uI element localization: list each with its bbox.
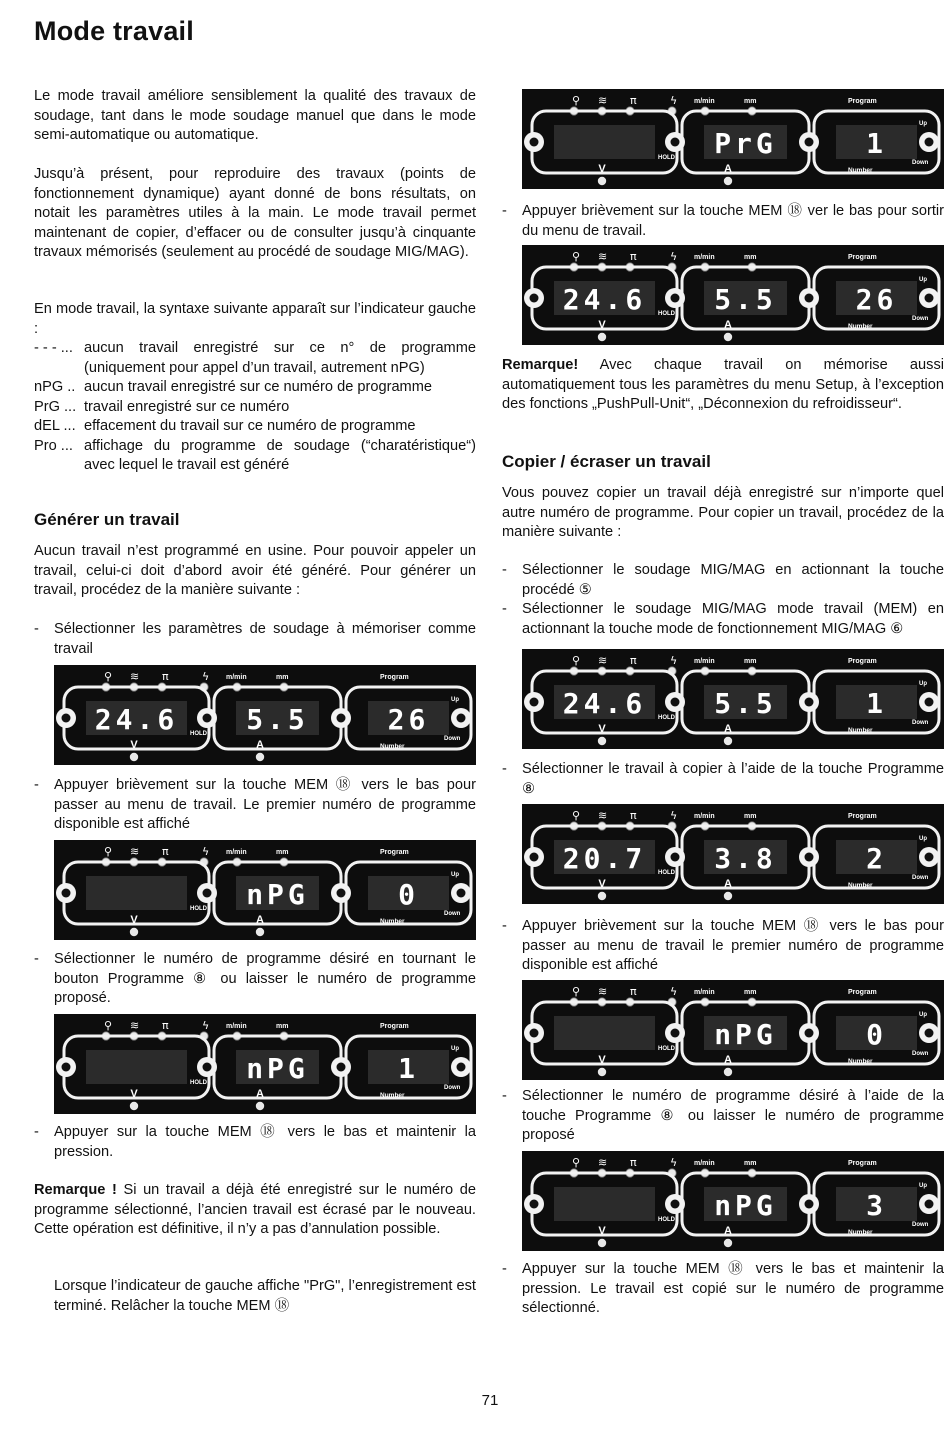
knob-center (530, 294, 539, 303)
knob-center (62, 714, 71, 723)
indicator-led (598, 177, 606, 185)
copy-step-2: - Sélectionner le soudage MIG/MAG mode travail (MEM) en actionnant la touche mode de fonctionnement MIG/MAG ⑥ (502, 601, 944, 637)
spark-icon: ϟ (670, 654, 678, 667)
label-amp: A (724, 163, 732, 175)
display-wire-speed-value: nPG (714, 1189, 777, 1222)
display-program-value: 2 (866, 842, 887, 875)
arc-icon: ≋ (598, 809, 608, 822)
display-voltage-screen (554, 1187, 655, 1221)
panel-graphic (54, 1014, 476, 1114)
display-wire-speed-value: PrG (714, 127, 777, 160)
label-mm: mm (744, 658, 757, 665)
label-program: Program (380, 1023, 409, 1030)
label-hold: HOLD (658, 1217, 675, 1223)
arc-icon: ≋ (598, 654, 608, 667)
arc-icon: ≋ (130, 1019, 140, 1032)
display-program-value: 26 (387, 703, 430, 736)
spark-icon: ϟ (670, 94, 678, 107)
label-amp: A (256, 1088, 264, 1100)
label-mm: mm (744, 1160, 757, 1167)
label-number: Number (848, 323, 873, 330)
label-mm: mm (744, 813, 757, 820)
remark-text: Avec chaque travail on mémorise aussi automatiquement tous les paramètres du menu Setup, à l’exception des fonctions „PushPull-Unit“, „Déconnexion du refroidisseur“. (502, 357, 944, 412)
panel-graphic (522, 245, 944, 345)
indicator-led (724, 737, 732, 745)
label-number: Number (848, 727, 873, 734)
label-volt: V (598, 1054, 606, 1066)
syntax-key: - - - ... (34, 340, 73, 356)
syntax-text: travail enregistré sur ce numéro (84, 398, 290, 415)
label-amp: A (256, 739, 264, 751)
label-program: Program (848, 813, 877, 820)
indicator-led (598, 737, 606, 745)
control-panel-3 (54, 1014, 476, 1114)
label-mmin: m/min (694, 813, 715, 820)
torch-icon: ⚲ (572, 250, 581, 263)
generate-step-1: - Sélectionner les paramètres de soudage à mémoriser comme travail (34, 621, 476, 657)
display-wire-speed-value: 3.8 (714, 842, 777, 875)
syntax-text: aucun travail enregistré sur ce numéro de programme (84, 379, 432, 395)
remark-label: Remarque ! (34, 1182, 117, 1198)
label-up: Up (919, 1183, 927, 1189)
display-program-value: 0 (866, 1018, 887, 1051)
generate-intro: Aucun travail n’est programmé en usine. Pour pouvoir appeler un travail, celui-ci doit d’abord avoir été généré. Pour générer un travail, procédez de la manière suivante : (34, 543, 476, 598)
label-number: Number (848, 882, 873, 889)
label-volt: V (130, 1088, 138, 1100)
panel-graphic (522, 89, 944, 189)
knob-center (530, 138, 539, 147)
knob-center (203, 1063, 212, 1072)
label-volt: V (130, 914, 138, 926)
intro-paragraph-1: Le mode travail améliore sensiblement la qualité des travaux de soudage, tant dans le mode soudage manuel que dans le mode semi-automatique ou automatique. (34, 88, 476, 143)
syntax-key: nPG .. (34, 379, 76, 395)
pulse-icon: π (630, 250, 637, 263)
display-program-value: 1 (398, 1052, 419, 1085)
label-amp: A (724, 319, 732, 331)
knob-center (805, 698, 814, 707)
label-number: Number (380, 743, 405, 750)
label-mmin: m/min (694, 1160, 715, 1167)
label-program: Program (848, 989, 877, 996)
label-volt: V (598, 878, 606, 890)
copy-step-4: - Appuyer brièvement sur la touche MEM ⑱ vers le bas pour passer au menu de travail le premier numéro de programme disponible est affiché (502, 918, 944, 973)
display-voltage-screen (554, 1016, 655, 1050)
label-program: Program (380, 674, 409, 681)
syntax-key: Pro ... (34, 437, 73, 454)
arc-icon: ≋ (130, 670, 140, 683)
label-hold: HOLD (190, 906, 207, 912)
knob-center (671, 1200, 680, 1209)
knob-center (337, 714, 346, 723)
knob-center (203, 889, 212, 898)
label-hold: HOLD (658, 715, 675, 721)
label-down: Down (912, 720, 929, 726)
display-wire-speed-value: nPG (246, 878, 309, 911)
label-hold: HOLD (190, 1080, 207, 1086)
indicator-led (256, 753, 264, 761)
page-number: 71 (481, 1392, 499, 1409)
display-program-value: 26 (855, 283, 898, 316)
spark-icon: ϟ (670, 985, 678, 998)
pulse-icon: π (630, 654, 637, 667)
label-program: Program (848, 254, 877, 261)
syntax-item (34, 437, 476, 476)
remark-setup (502, 356, 944, 415)
control-panel-5 (522, 245, 944, 345)
label-volt: V (598, 1225, 606, 1237)
label-mm: mm (744, 98, 757, 105)
generate-step-2: - Appuyer brièvement sur la touche MEM ⑱ vers le bas pour passer au menu de travail. Le premier numéro de programme disponible est affiché (34, 777, 476, 832)
torch-icon: ⚲ (572, 985, 581, 998)
label-hold: HOLD (658, 155, 675, 161)
display-wire-speed-value: nPG (246, 1052, 309, 1085)
spark-icon: ϟ (670, 809, 678, 822)
torch-icon: ⚲ (104, 670, 113, 683)
spark-icon: ϟ (202, 845, 210, 858)
label-mm: mm (744, 254, 757, 261)
syntax-key: PrG ... (34, 398, 77, 415)
knob-center (337, 1063, 346, 1072)
arc-icon: ≋ (598, 1156, 608, 1169)
label-hold: HOLD (658, 870, 675, 876)
label-mm: mm (276, 849, 289, 856)
label-volt: V (130, 739, 138, 751)
remark-text: Si un travail a déjà été enregistré sur le numéro de programme sélectionné, l’ancien travail est écrasé par le nouveau. Cette opération est définitive, il n’y a pas d’annulation possible. (34, 1182, 476, 1237)
indicator-led (130, 1102, 138, 1110)
label-mmin: m/min (694, 658, 715, 665)
pulse-icon: π (162, 670, 169, 683)
label-amp: A (724, 1054, 732, 1066)
arc-icon: ≋ (130, 845, 140, 858)
display-program-value: 3 (866, 1189, 887, 1222)
copy-step-6: - Appuyer sur la touche MEM ⑱ vers le bas et maintenir la pression. Le travail est copié sur le numéro de programme sélectionné. (502, 1261, 944, 1316)
knob-center (203, 714, 212, 723)
label-number: Number (848, 1058, 873, 1065)
final-paragraph: Lorsque l’indicateur de gauche affiche "PrG", l’enregistrement est terminé. Relâcher la touche MEM ⑱ (54, 1278, 476, 1314)
display-voltage-screen (86, 876, 187, 910)
knob-center (925, 1200, 934, 1209)
knob-center (925, 294, 934, 303)
label-down: Down (912, 1222, 929, 1228)
torch-icon: ⚲ (572, 94, 581, 107)
spark-icon: ϟ (670, 250, 678, 263)
knob-center (805, 294, 814, 303)
knob-center (805, 138, 814, 147)
display-voltage-screen (554, 125, 655, 159)
label-down: Down (912, 875, 929, 881)
exit-step: - Appuyer brièvement sur la touche MEM ⑱ ver le bas pour sortir du menu de travail. (502, 203, 944, 239)
label-mm: mm (276, 1023, 289, 1030)
knob-center (925, 1029, 934, 1038)
knob-center (337, 889, 346, 898)
label-mmin: m/min (226, 1023, 247, 1030)
torch-icon: ⚲ (104, 1019, 113, 1032)
label-hold: HOLD (190, 731, 207, 737)
label-mmin: m/min (694, 98, 715, 105)
knob-center (457, 889, 466, 898)
display-program-value: 1 (866, 687, 887, 720)
remark-label: Remarque! (502, 357, 579, 373)
knob-center (530, 698, 539, 707)
label-hold: HOLD (658, 1046, 675, 1052)
pulse-icon: π (630, 94, 637, 107)
syntax-item (34, 339, 476, 378)
label-hold: HOLD (658, 311, 675, 317)
control-panel-7 (522, 804, 944, 904)
pulse-icon: π (630, 809, 637, 822)
label-down: Down (444, 911, 461, 917)
syntax-key: dEL ... (34, 418, 76, 434)
label-up: Up (451, 1046, 459, 1052)
knob-center (671, 138, 680, 147)
generate-step-3: - Sélectionner le numéro de programme désiré en tournant le bouton Programme ⑧ ou laisser le numéro de programme proposé. (34, 951, 476, 1006)
label-up: Up (451, 697, 459, 703)
spark-icon: ϟ (202, 1019, 210, 1032)
label-down: Down (444, 1085, 461, 1091)
display-wire-speed-value: 5.5 (714, 283, 777, 316)
label-mmin: m/min (694, 254, 715, 261)
page-title: Mode travail (34, 16, 194, 46)
indicator-led (256, 1102, 264, 1110)
knob-center (925, 698, 934, 707)
syntax-list (34, 339, 476, 476)
knob-center (671, 853, 680, 862)
syntax-text: affichage du programme de soudage (“charatéristique“) avec lequel le travail est généré (84, 437, 476, 473)
knob-center (671, 294, 680, 303)
indicator-led (724, 333, 732, 341)
label-down: Down (912, 1051, 929, 1057)
section-heading-copy: Copier / écraser un travail (502, 452, 711, 471)
syntax-item (34, 378, 476, 398)
torch-icon: ⚲ (104, 845, 113, 858)
indicator-led (598, 892, 606, 900)
indicator-led (130, 928, 138, 936)
indicator-led (724, 892, 732, 900)
generate-step-4: - Appuyer sur la touche MEM ⑱ vers le bas et maintenir la pression. (34, 1124, 476, 1160)
knob-center (925, 138, 934, 147)
copy-step-5: - Sélectionner le numéro de programme désiré à l’aide de la touche Programme ⑧ ou laisser le numéro de programme proposé (502, 1088, 944, 1143)
arc-icon: ≋ (598, 94, 608, 107)
label-mmin: m/min (694, 989, 715, 996)
label-volt: V (598, 319, 606, 331)
knob-center (62, 889, 71, 898)
label-mmin: m/min (226, 849, 247, 856)
control-panel-8 (522, 980, 944, 1080)
knob-center (805, 853, 814, 862)
arc-icon: ≋ (598, 250, 608, 263)
display-voltage-value: 24.6 (562, 687, 647, 720)
torch-icon: ⚲ (572, 809, 581, 822)
label-volt: V (598, 723, 606, 735)
indicator-led (130, 753, 138, 761)
label-program: Program (848, 98, 877, 105)
label-mm: mm (276, 674, 289, 681)
panel-graphic (54, 840, 476, 940)
knob-center (62, 1063, 71, 1072)
display-voltage-value: 24.6 (94, 703, 179, 736)
display-voltage-value: 20.7 (562, 842, 647, 875)
indicator-led (724, 177, 732, 185)
label-program: Program (848, 658, 877, 665)
label-amp: A (724, 878, 732, 890)
pulse-icon: π (162, 845, 169, 858)
knob-center (530, 853, 539, 862)
display-wire-speed-value: 5.5 (246, 703, 309, 736)
knob-center (530, 1200, 539, 1209)
display-program-value: 1 (866, 127, 887, 160)
knob-center (671, 1029, 680, 1038)
spark-icon: ϟ (670, 1156, 678, 1169)
knob-center (530, 1029, 539, 1038)
label-number: Number (848, 167, 873, 174)
control-panel-9 (522, 1151, 944, 1251)
arc-icon: ≋ (598, 985, 608, 998)
control-panel-4 (522, 89, 944, 189)
syntax-text: aucun travail enregistré sur ce n° de programme (uniquement pour appel d’un travail, autrement nPG) (84, 340, 476, 376)
label-number: Number (380, 1092, 405, 1099)
knob-center (457, 1063, 466, 1072)
panel-graphic (522, 980, 944, 1080)
syntax-item (34, 398, 476, 418)
panel-graphic (522, 804, 944, 904)
indicator-led (598, 1239, 606, 1247)
indicator-led (598, 333, 606, 341)
display-voltage-value: 24.6 (562, 283, 647, 316)
label-number: Number (380, 918, 405, 925)
knob-center (805, 1029, 814, 1038)
label-number: Number (848, 1229, 873, 1236)
label-mm: mm (744, 989, 757, 996)
copy-intro: Vous pouvez copier un travail déjà enregistré sur n’importe quel autre numéro de programme. Pour copier un travail, procédez de la manière suivante : (502, 485, 944, 540)
syntax-text: effacement du travail sur ce numéro de programme (84, 418, 416, 434)
syntax-item (34, 417, 476, 437)
label-up: Up (919, 277, 927, 283)
section-heading-generate: Générer un travail (34, 510, 180, 529)
label-down: Down (444, 736, 461, 742)
label-down: Down (912, 160, 929, 166)
label-program: Program (380, 849, 409, 856)
pulse-icon: π (630, 985, 637, 998)
intro-paragraph-3: En mode travail, la syntaxe suivante apparaît sur l’indicateur gauche : (34, 301, 476, 337)
control-panel-6 (522, 649, 944, 749)
knob-center (805, 1200, 814, 1209)
panel-graphic (522, 649, 944, 749)
display-wire-speed-value: 5.5 (714, 687, 777, 720)
label-down: Down (912, 316, 929, 322)
display-program-value: 0 (398, 878, 419, 911)
torch-icon: ⚲ (572, 1156, 581, 1169)
label-up: Up (451, 872, 459, 878)
display-voltage-screen (86, 1050, 187, 1084)
label-amp: A (724, 1225, 732, 1237)
pulse-icon: π (630, 1156, 637, 1169)
panel-graphic (522, 1151, 944, 1251)
label-program: Program (848, 1160, 877, 1167)
label-up: Up (919, 681, 927, 687)
label-up: Up (919, 1012, 927, 1018)
label-mmin: m/min (226, 674, 247, 681)
label-amp: A (256, 914, 264, 926)
control-panel-2 (54, 840, 476, 940)
intro-paragraph-2: Jusqu’à présent, pour reproduire des travaux (points de fonctionnement dynamique) ayant donné de bons résultats, on notait les paramètres utiles à la main. Le mode travail permet maintenant de copier, d’effacer ou de consulter jusqu’à cinquante travaux mémorisés (seulement au procédé de soudage MIG/MAG). (34, 166, 476, 260)
indicator-led (724, 1068, 732, 1076)
spark-icon: ϟ (202, 670, 210, 683)
label-volt: V (598, 163, 606, 175)
indicator-led (256, 928, 264, 936)
copy-step-3: - Sélectionner le travail à copier à l’aide de la touche Programme ⑧ (502, 761, 944, 797)
display-wire-speed-value: nPG (714, 1018, 777, 1051)
label-up: Up (919, 836, 927, 842)
label-up: Up (919, 121, 927, 127)
indicator-led (598, 1068, 606, 1076)
torch-icon: ⚲ (572, 654, 581, 667)
knob-center (671, 698, 680, 707)
knob-center (925, 853, 934, 862)
panel-graphic (54, 665, 476, 765)
indicator-led (724, 1239, 732, 1247)
knob-center (457, 714, 466, 723)
pulse-icon: π (162, 1019, 169, 1032)
remark-overwrite (34, 1181, 476, 1240)
label-amp: A (724, 723, 732, 735)
copy-step-1: - Sélectionner le soudage MIG/MAG en actionnant la touche procédé ⑤ (502, 562, 944, 598)
control-panel-1 (54, 665, 476, 765)
